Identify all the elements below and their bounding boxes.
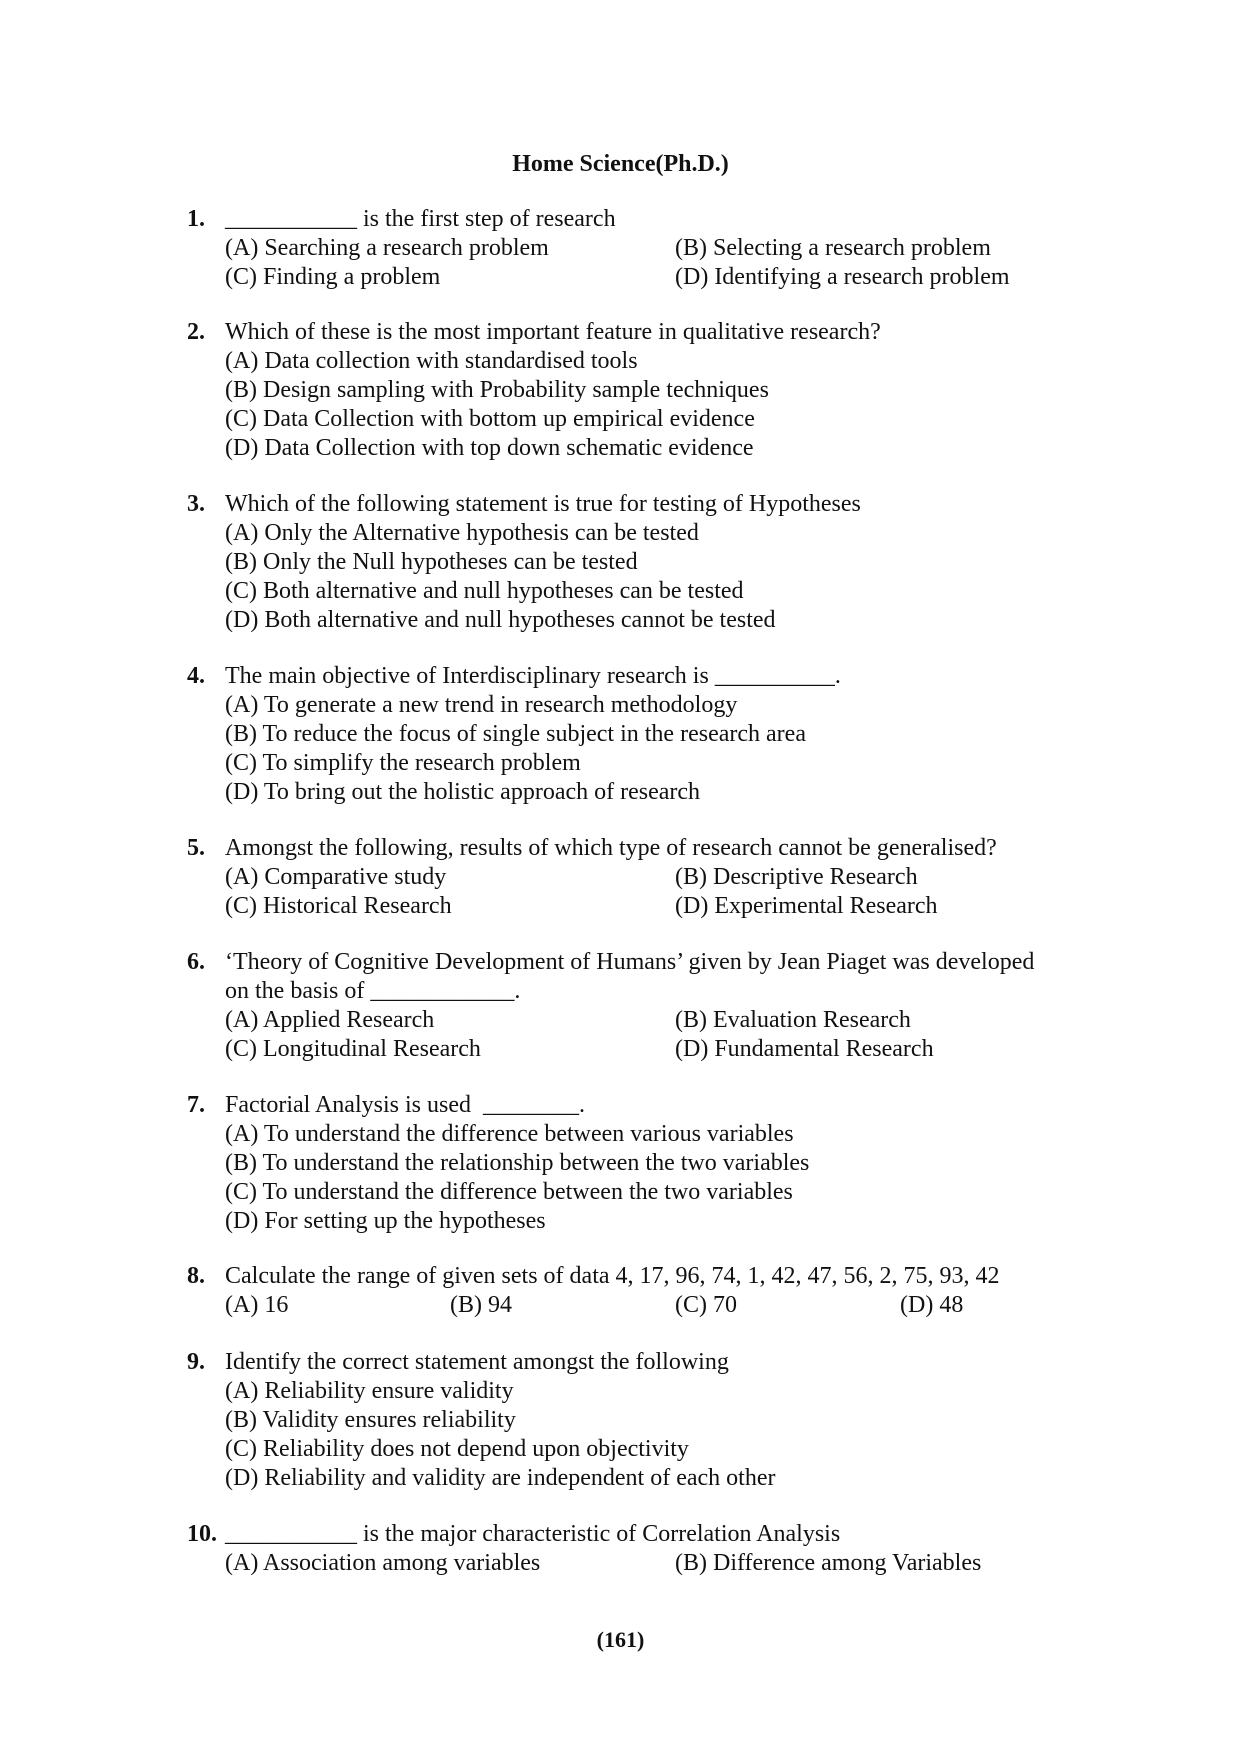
question-stem [187,1348,1107,1377]
options-list [187,1120,1107,1236]
question-stem [187,318,1107,347]
option-c: (C) Longitudinal Research [225,1036,481,1062]
option-a: (A) Association among variables [225,1550,541,1576]
option-a: (A) Comparative study [225,864,447,890]
question-text-after: . [514,978,521,1004]
option-c: (C) Both alternative and null hypotheses can be tested [225,578,744,604]
option-c: (C) Historical Research [225,893,452,919]
option-b: (B) Design sampling with Probability sample techniques [225,377,769,403]
option-d: (D) Fundamental Research [675,1036,934,1062]
answer-blank: ________ [482,1092,579,1118]
options-list [187,519,1107,635]
option-d: (D) Identifying a research problem [675,264,1010,290]
question-number: 1. [187,206,205,232]
question-text-before: on the basis of [225,978,371,1004]
question-number: 5. [187,835,205,861]
question-4 [187,662,1107,807]
question-text: Amongst the following, results of which type of research cannot be generalised? [225,835,997,861]
page-title: Home Science(Ph.D.) [512,151,729,177]
option-d: (D) Experimental Research [675,893,938,919]
option-d: (D) Both alternative and null hypotheses cannot be tested [225,607,776,633]
question-text: Which of the following statement is true for testing of Hypotheses [225,491,861,517]
question-stem [187,948,1107,1006]
answer-blank: __________ [714,663,835,689]
question-stem [187,1091,1107,1120]
option-d: (D) To bring out the holistic approach of research [225,779,701,805]
question-stem [187,834,1107,863]
option-a: (A) Data collection with standardised tools [225,348,638,374]
question-number: 10. [187,1521,217,1547]
option-b: (B) Validity ensures reliability [225,1407,516,1433]
option-a: (A) 16 [225,1292,289,1318]
option-d: (D) For setting up the hypotheses [225,1208,546,1234]
question-1 [187,205,1107,292]
option-b: (B) Selecting a research problem [675,235,991,261]
options-list [187,1291,1107,1320]
question-text-after: is the major characteristic of Correlation Analysis [357,1521,841,1547]
options-list [187,691,1107,807]
option-b: (B) Difference among Variables [675,1550,982,1576]
question-text-after: . [578,1092,585,1118]
question-text-before: The main objective of Interdisciplinary research is [225,663,715,689]
option-c: (C) Reliability does not depend upon objectivity [225,1436,689,1462]
question-text: Which of these is the most important feature in qualitative research? [225,319,881,345]
question-number: 9. [187,1349,205,1375]
question-stem [187,662,1107,691]
question-10 [187,1520,1107,1578]
question-number: 7. [187,1092,205,1118]
option-c: (C) 70 [675,1292,737,1318]
options-list [187,1377,1107,1493]
question-text: Identify the correct statement amongst the following [225,1349,729,1375]
page-number: (161) [596,1627,645,1652]
question-3 [187,490,1107,635]
question-number: 2. [187,319,205,345]
question-text-line-1: ‘Theory of Cognitive Development of Humans’ given by Jean Piaget was developed [225,949,1035,975]
option-a: (A) Applied Research [225,1007,435,1033]
question-8 [187,1262,1107,1320]
option-b: (B) To understand the relationship between the two variables [225,1150,810,1176]
answer-blank: ____________ [370,978,515,1004]
answer-blank: ___________ [225,206,357,232]
options-list [187,234,1107,292]
question-text: Calculate the range of given sets of data 4, 17, 96, 74, 1, 42, 47, 56, 2, 75, 93, 42 [225,1263,1000,1289]
question-5 [187,834,1107,921]
option-d: (D) Reliability and validity are independent of each other [225,1465,776,1491]
options-list [187,1006,1107,1064]
question-9 [187,1348,1107,1493]
options-list [187,863,1107,921]
question-stem [187,1520,1107,1549]
option-a: (A) To understand the difference between various variables [225,1121,794,1147]
options-list [187,347,1107,463]
option-d: (D) 48 [900,1292,964,1318]
option-c: (C) To simplify the research problem [225,750,581,776]
option-a: (A) Only the Alternative hypothesis can be tested [225,520,699,546]
option-d: (D) Data Collection with top down schematic evidence [225,435,754,461]
answer-blank: ___________ [225,1521,357,1547]
question-stem [187,1262,1107,1291]
option-c: (C) Finding a problem [225,264,441,290]
question-number: 6. [187,949,205,975]
question-2 [187,318,1107,463]
question-stem [187,205,1107,234]
question-7 [187,1091,1107,1236]
question-stem [187,490,1107,519]
question-number: 3. [187,491,205,517]
option-b: (B) To reduce the focus of single subject in the research area [225,721,806,747]
option-b: (B) Only the Null hypotheses can be tested [225,549,638,575]
option-a: (A) Searching a research problem [225,235,549,261]
option-a: (A) Reliability ensure validity [225,1378,514,1404]
option-a: (A) To generate a new trend in research methodology [225,692,738,718]
option-b: (B) Evaluation Research [675,1007,911,1033]
option-b: (B) Descriptive Research [675,864,918,890]
option-c: (C) To understand the difference between the two variables [225,1179,793,1205]
question-text-after: . [834,663,841,689]
question-6 [187,948,1107,1064]
question-number: 8. [187,1263,205,1289]
question-text-before: Factorial Analysis is used [225,1092,483,1118]
options-list [187,1549,1107,1578]
question-number: 4. [187,663,205,689]
option-b: (B) 94 [450,1292,512,1318]
option-c: (C) Data Collection with bottom up empirical evidence [225,406,755,432]
question-text-after: is the first step of research [357,206,616,232]
